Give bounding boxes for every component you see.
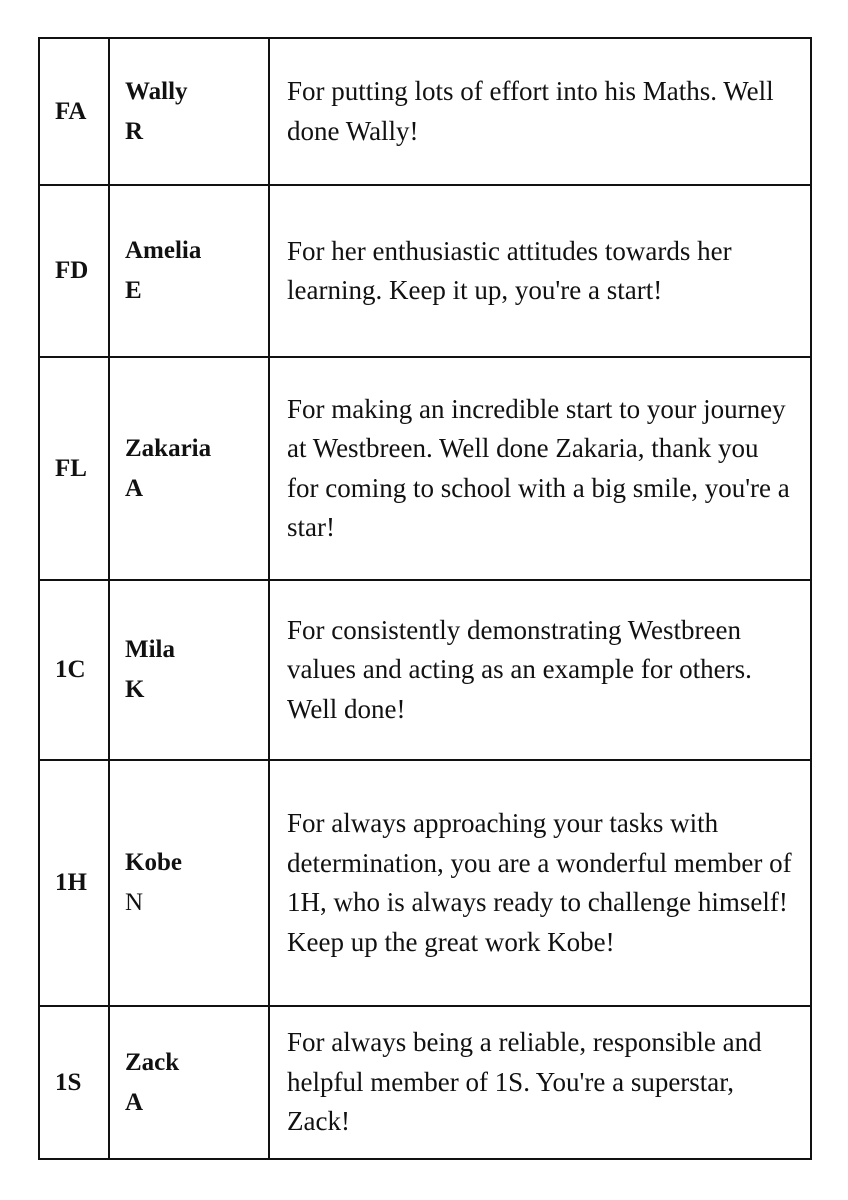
- awards-table: [38, 37, 812, 1160]
- award-message: For always approaching your tasks with determination, you are a wonderful member of 1H, who is always ready to challenge himself! Keep up the great work Kobe!: [269, 760, 811, 1006]
- first-name: Amelia: [125, 237, 202, 264]
- name-cell: [109, 760, 269, 1006]
- class-cell: 1C: [39, 580, 109, 760]
- name-cell: [109, 38, 269, 185]
- first-name: Zakaria: [125, 434, 212, 462]
- surname-initial: K: [125, 676, 145, 703]
- class-cell: FA: [39, 38, 109, 185]
- class-cell: 1S: [39, 1006, 109, 1159]
- table-row: [39, 580, 811, 760]
- award-message: For her enthusiastic attitudes towards her learning. Keep it up, you're a start!: [269, 185, 811, 357]
- class-cell: FL: [39, 357, 109, 580]
- award-message: For consistently demonstrating Westbreen values and acting as an example for others. Well done!: [269, 580, 811, 760]
- table-row: [39, 38, 811, 185]
- surname-initial: A: [125, 474, 144, 502]
- table-row: [39, 760, 811, 1006]
- table-row: [39, 1006, 811, 1159]
- award-message: For always being a reliable, responsible and helpful member of 1S. You're a superstar, Zack!: [269, 1006, 811, 1159]
- class-cell: 1H: [39, 760, 109, 1006]
- award-message: For making an incredible start to your journey at Westbreen. Well done Zakaria, thank you for coming to school with a big smile, you're a star!: [269, 357, 811, 580]
- table-row: [39, 357, 811, 580]
- name-cell: [109, 1006, 269, 1159]
- surname-initial: A: [125, 1088, 144, 1116]
- award-message: For putting lots of effort into his Maths. Well done Wally!: [269, 38, 811, 185]
- name-cell: [109, 185, 269, 357]
- first-name: Kobe: [125, 849, 182, 876]
- first-name: Mila: [125, 636, 175, 663]
- name-cell: [109, 357, 269, 580]
- first-name: Zack: [125, 1048, 180, 1076]
- first-name: Wally: [125, 77, 188, 105]
- class-cell: FD: [39, 185, 109, 357]
- surname-initial: N: [125, 889, 144, 916]
- name-cell: [109, 580, 269, 760]
- surname-initial: E: [125, 277, 142, 304]
- surname-initial: R: [125, 117, 144, 145]
- table-row: [39, 185, 811, 357]
